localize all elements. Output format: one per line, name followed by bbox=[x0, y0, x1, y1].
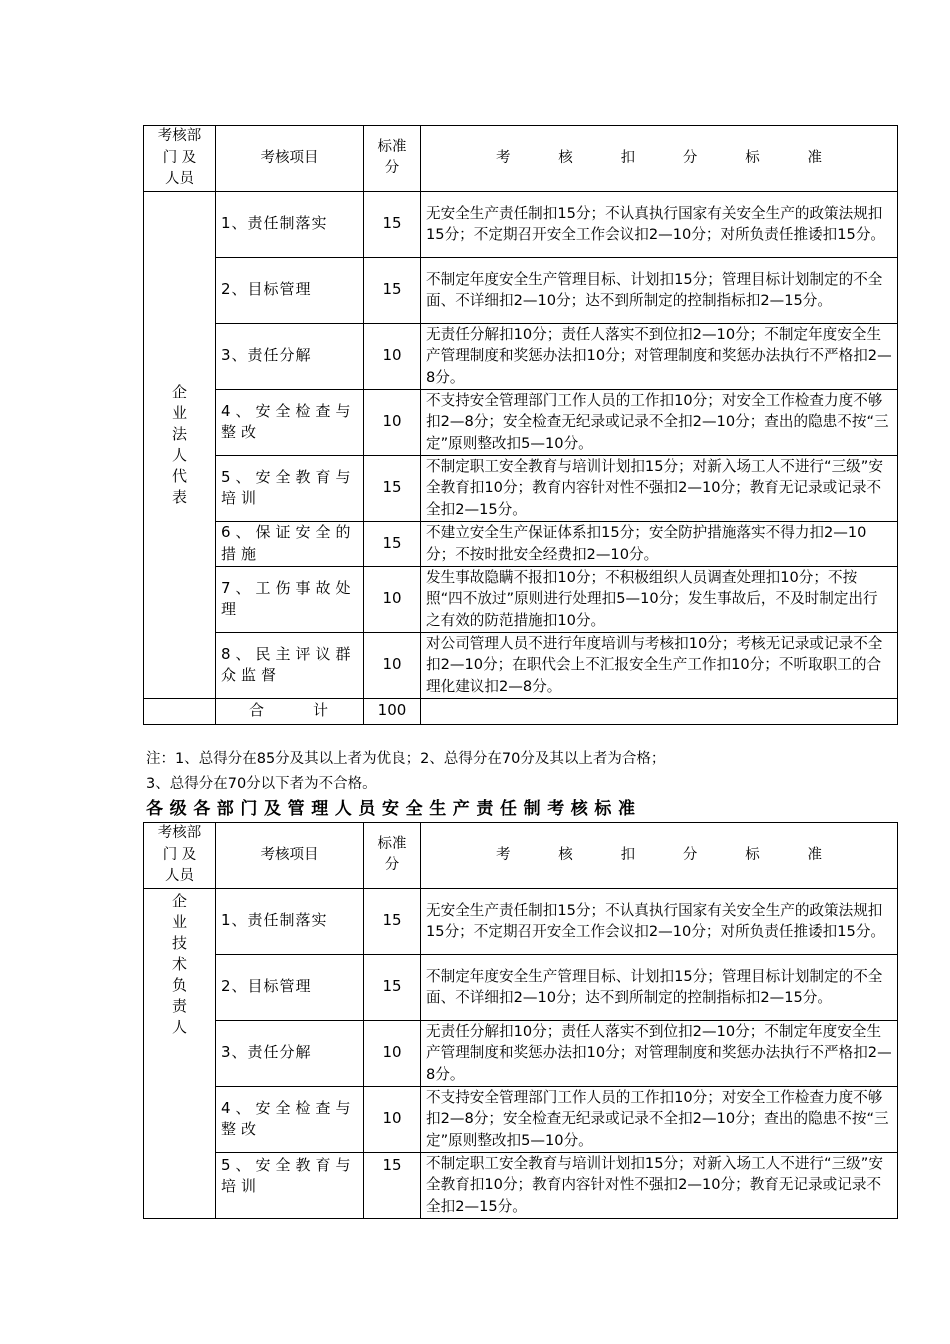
section-title: 各级各部门及管理人员安全生产责任制考核标准 bbox=[146, 799, 642, 819]
score-cell: 15 bbox=[364, 954, 421, 1020]
table-row bbox=[144, 191, 898, 257]
item-cell: 5、安全教育与培训 bbox=[216, 455, 364, 521]
criteria-cell: 不建立安全生产保证体系扣15分；安全防护措施落实不得力扣2—10分；不按时批安全经费扣2—10分。 bbox=[421, 521, 898, 566]
item-cell: 4、安全检查与整改 bbox=[216, 389, 364, 455]
header-std-score: 标准 分 bbox=[364, 823, 421, 889]
item-cell: 3、责任分解 bbox=[216, 323, 364, 389]
item-cell: 3、责任分解 bbox=[216, 1020, 364, 1086]
table-row bbox=[144, 954, 898, 1020]
item-cell: 2、目标管理 bbox=[216, 954, 364, 1020]
score-cell: 15 bbox=[364, 888, 421, 954]
table-header-row bbox=[144, 823, 898, 889]
item-cell: 5、安全教育与培训 bbox=[216, 1152, 364, 1218]
total-score: 100 bbox=[364, 698, 421, 724]
empty-cell bbox=[144, 698, 216, 724]
item-cell: 6、保证安全的措施 bbox=[216, 521, 364, 566]
item-cell: 2、目标管理 bbox=[216, 257, 364, 323]
item-cell: 7、工伤事故处理 bbox=[216, 566, 364, 632]
table-row bbox=[144, 389, 898, 455]
criteria-cell: 不制定职工安全教育与培训计划扣15分；对新入场工人不进行“三级”安全教育扣10分；教育内容针对性不强扣2—10分；教育无记录或记录不全扣2—15分。 bbox=[421, 455, 898, 521]
header-std-score: 标准 分 bbox=[364, 126, 421, 192]
header-item: 考核项目 bbox=[216, 823, 364, 889]
header-criteria: 考 核 扣 分 标 准 bbox=[421, 823, 898, 889]
score-cell: 15 bbox=[364, 455, 421, 521]
criteria-cell: 不制定职工安全教育与培训计划扣15分；对新入场工人不进行“三级”安全教育扣10分；教育内容针对性不强扣2—10分；教育无记录或记录不全扣2—15分。 bbox=[421, 1152, 898, 1218]
table-row bbox=[144, 566, 898, 632]
item-cell: 8、民主评议群众监督 bbox=[216, 632, 364, 698]
table-row bbox=[144, 257, 898, 323]
note-line-1: 注：1、总得分在85分及其以上者为优良；2、总得分在70分及其以上者为合格； bbox=[146, 751, 666, 767]
score-cell: 10 bbox=[364, 389, 421, 455]
score-cell: 15 bbox=[364, 521, 421, 566]
header-criteria: 考 核 扣 分 标 准 bbox=[421, 126, 898, 192]
table-row bbox=[144, 1020, 898, 1086]
criteria-cell: 不制定年度安全生产管理目标、计划扣15分；管理目标计划制定的不全面、不详细扣2—10分；达不到所制定的控制指标扣2—15分。 bbox=[421, 257, 898, 323]
note-line-2: 3、总得分在70分以下者为不合格。 bbox=[146, 776, 377, 792]
item-cell: 1、责任制落实 bbox=[216, 888, 364, 954]
criteria-cell: 不支持安全管理部门工作人员的工作扣10分；对安全工作检查力度不够扣2—8分；安全检查无纪录或记录不全扣2—10分；查出的隐患不按“三定”原则整改扣5—10分。 bbox=[421, 1086, 898, 1152]
criteria-cell: 无安全生产责任制扣15分；不认真执行国家有关安全生产的政策法规扣15分；不定期召开安全工作会议扣2—10分；对所负责任推诿扣15分。 bbox=[421, 191, 898, 257]
criteria-cell: 不支持安全管理部门工作人员的工作扣10分；对安全工作检查力度不够扣2—8分；安全检查无纪录或记录不全扣2—10分；查出的隐患不按“三定”原则整改扣5—10分。 bbox=[421, 389, 898, 455]
item-cell: 4、安全检查与整改 bbox=[216, 1086, 364, 1152]
header-dept: 考核部 门 及 人员 bbox=[144, 823, 216, 889]
assessment-table-tech-lead bbox=[143, 822, 898, 1219]
table-row bbox=[144, 323, 898, 389]
empty-cell bbox=[421, 698, 898, 724]
score-cell: 10 bbox=[364, 566, 421, 632]
header-item: 考核项目 bbox=[216, 126, 364, 192]
score-cell: 15 bbox=[364, 1152, 421, 1218]
score-cell: 10 bbox=[364, 323, 421, 389]
table-row bbox=[144, 888, 898, 954]
item-cell: 1、责任制落实 bbox=[216, 191, 364, 257]
total-label: 合 计 bbox=[216, 698, 364, 724]
criteria-cell: 不制定年度安全生产管理目标、计划扣15分；管理目标计划制定的不全面、不详细扣2—10分；达不到所制定的控制指标扣2—15分。 bbox=[421, 954, 898, 1020]
total-row bbox=[144, 698, 898, 724]
table-row bbox=[144, 1152, 898, 1218]
criteria-cell: 发生事故隐瞒不报扣10分；不积极组织人员调查处理扣10分；不按照“四不放过”原则进行处理扣5—10分；发生事故后，不及时制定出行之有效的防范措施扣10分。 bbox=[421, 566, 898, 632]
score-cell: 15 bbox=[364, 191, 421, 257]
dept-cell: 企 业 法 人 代 表 bbox=[144, 191, 216, 698]
dept-cell: 企 业 技 术 负 责 人 bbox=[144, 888, 216, 1218]
criteria-cell: 无安全生产责任制扣15分；不认真执行国家有关安全生产的政策法规扣15分；不定期召开安全工作会议扣2—10分；对所负责任推诿扣15分。 bbox=[421, 888, 898, 954]
header-dept: 考核部 门 及 人员 bbox=[144, 126, 216, 192]
table-row bbox=[144, 521, 898, 566]
criteria-cell: 对公司管理人员不进行年度培训与考核扣10分；考核无记录或记录不全扣2—10分；在职代会上不汇报安全生产工作扣10分；不听取职工的合理化建议扣2—8分。 bbox=[421, 632, 898, 698]
table-row bbox=[144, 455, 898, 521]
table-row bbox=[144, 632, 898, 698]
criteria-cell: 无责任分解扣10分；责任人落实不到位扣2—10分；不制定年度安全生产管理制度和奖惩办法扣10分；对管理制度和奖惩办法执行不严格扣2—8分。 bbox=[421, 1020, 898, 1086]
table-header-row bbox=[144, 126, 898, 192]
assessment-table-legal-rep bbox=[143, 125, 898, 725]
score-cell: 15 bbox=[364, 257, 421, 323]
score-cell: 10 bbox=[364, 1020, 421, 1086]
score-cell: 10 bbox=[364, 632, 421, 698]
criteria-cell: 无责任分解扣10分；责任人落实不到位扣2—10分；不制定年度安全生产管理制度和奖惩办法扣10分；对管理制度和奖惩办法执行不严格扣2—8分。 bbox=[421, 323, 898, 389]
table-row bbox=[144, 1086, 898, 1152]
score-cell: 10 bbox=[364, 1086, 421, 1152]
